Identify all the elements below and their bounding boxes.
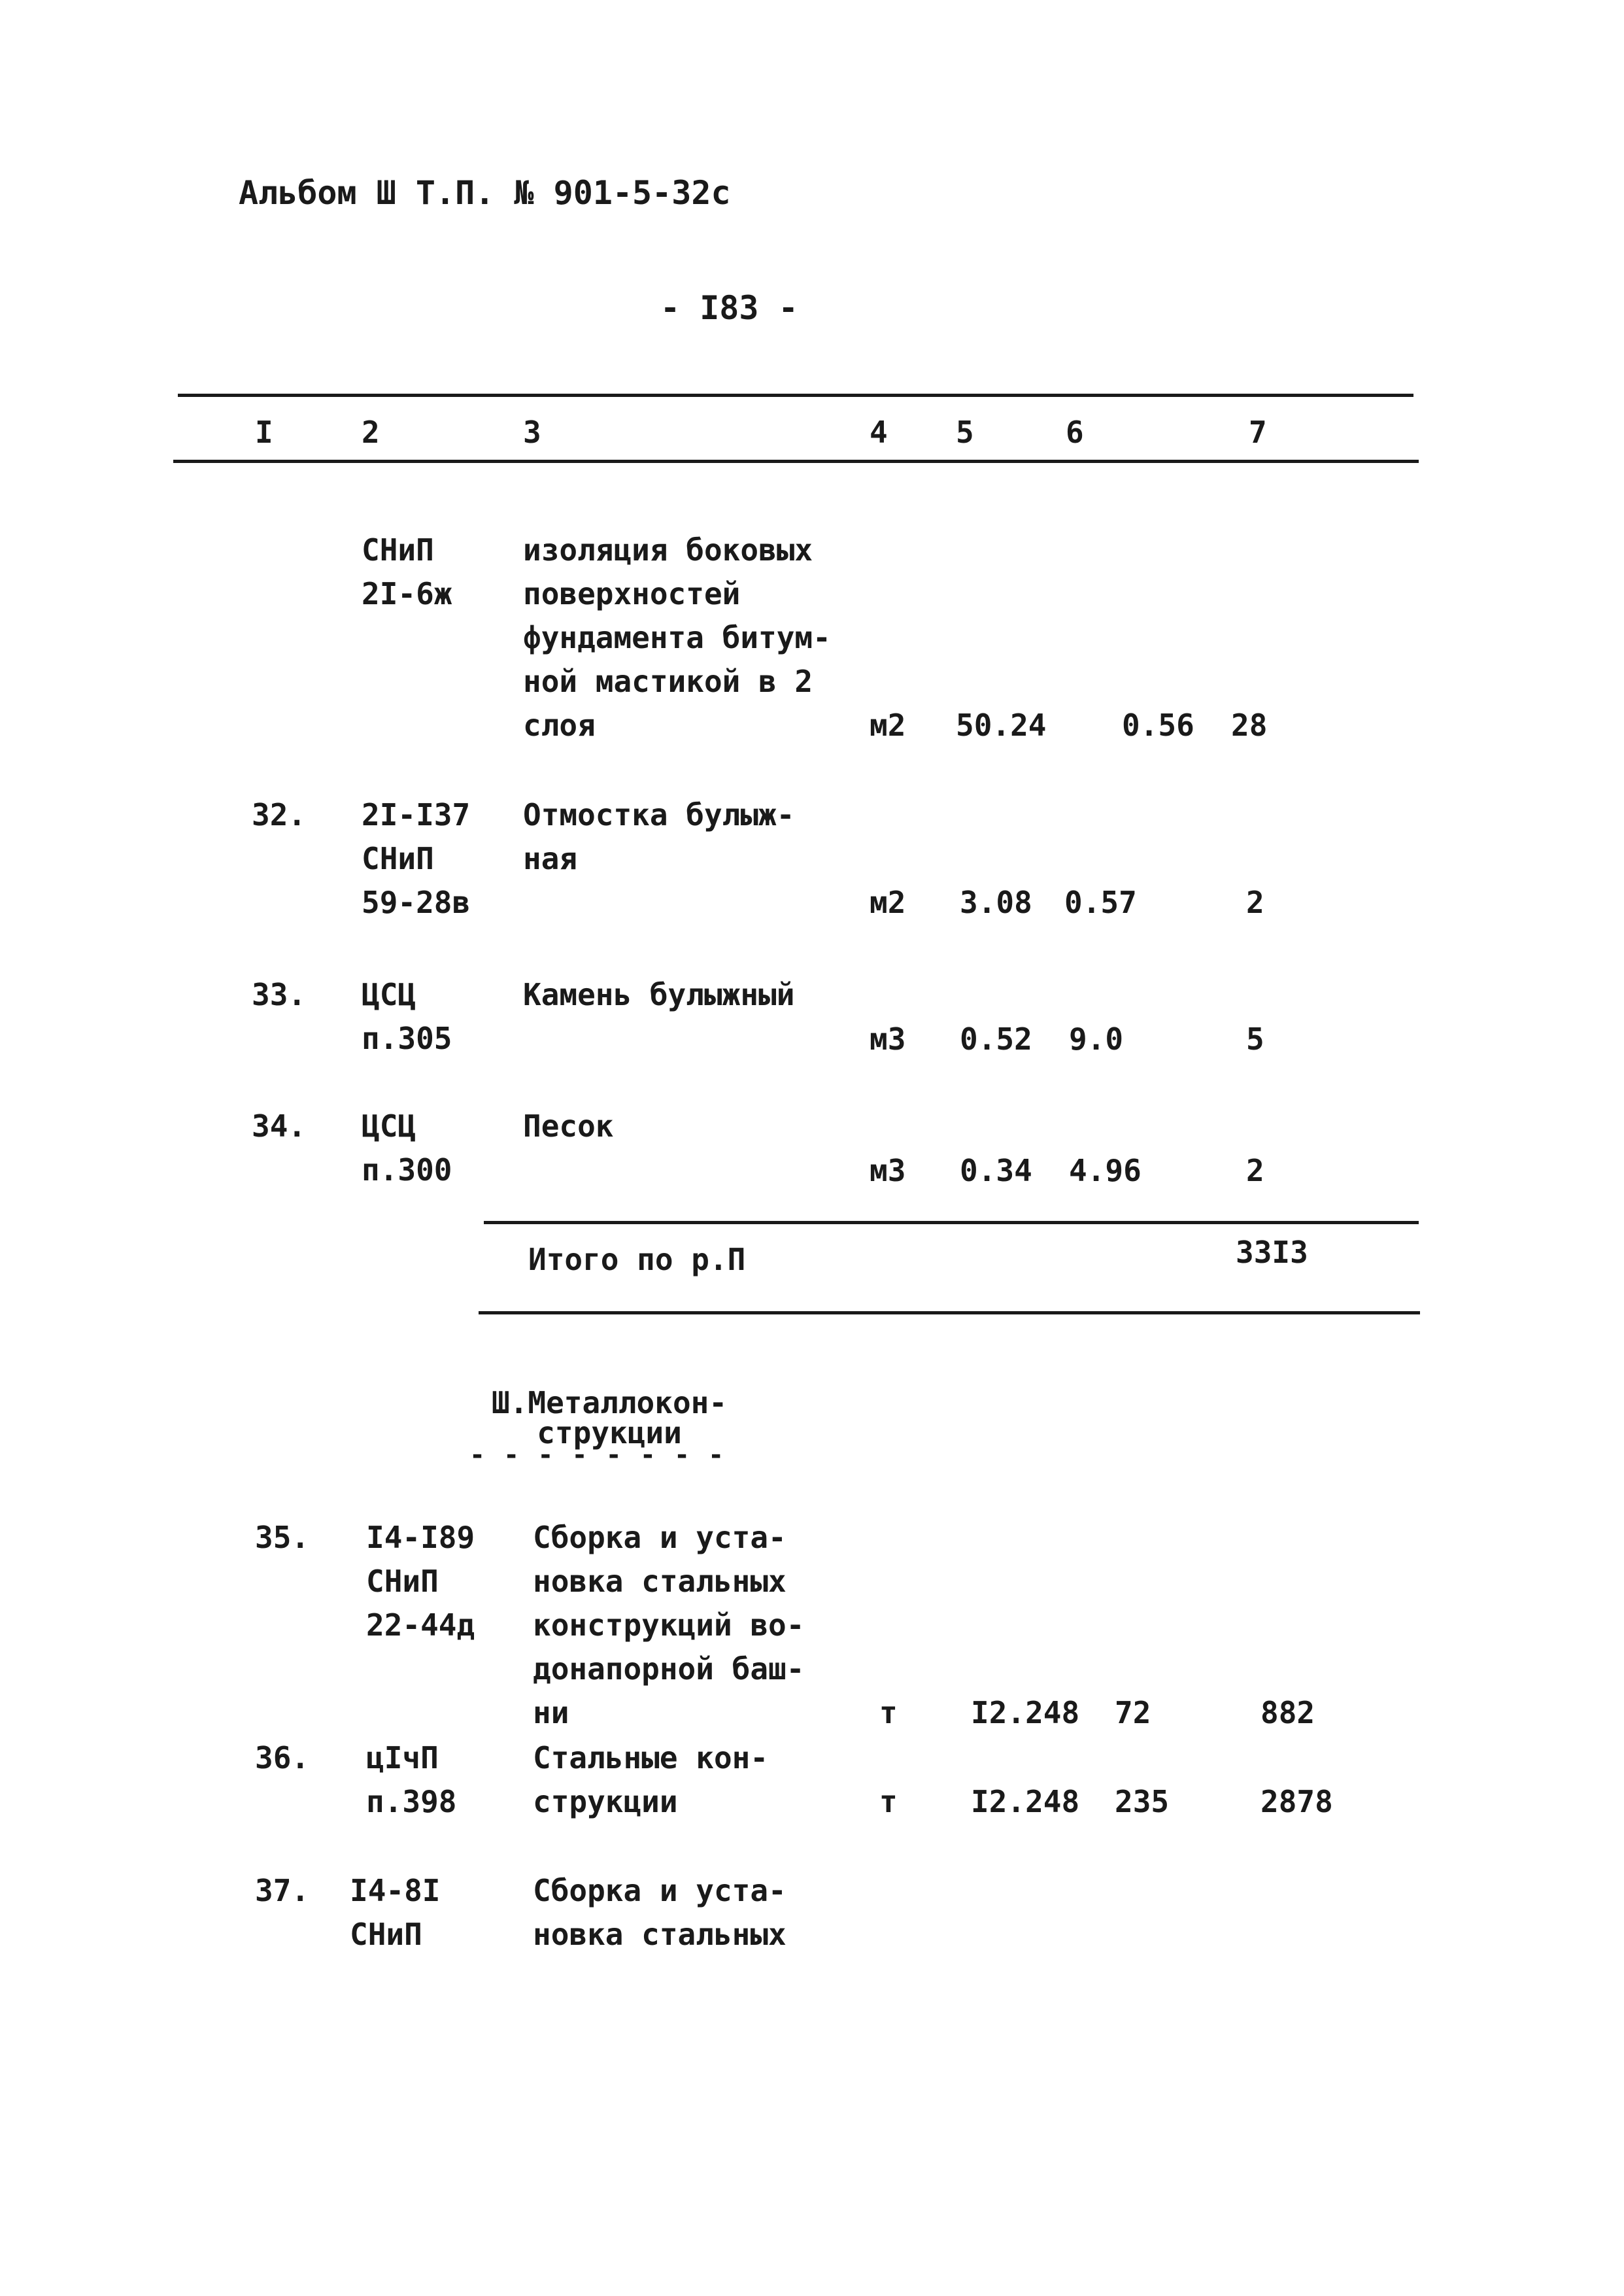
table-header-rule	[173, 460, 1419, 463]
row-37-desc: Сборка и уста- новка стальных	[533, 1873, 787, 1952]
row-33-unit: м3	[870, 1021, 906, 1057]
row-32-num: 32.	[252, 797, 307, 832]
row-37-code: I4-8I СНиП	[350, 1873, 441, 1952]
subtotal-value: 33I3	[1236, 1235, 1308, 1270]
row-1-price: 0.56	[1122, 708, 1194, 743]
row-35-total: 882	[1260, 1695, 1315, 1730]
row-35-qty: I2.248	[971, 1695, 1080, 1730]
col-header-1: I	[255, 415, 273, 450]
row-32-price: 0.57	[1064, 885, 1137, 920]
album-line: Альбом Ш Т.П. № 901-5-32с	[239, 174, 731, 212]
row-34-total: 2	[1246, 1153, 1264, 1188]
row-36-total: 2878	[1260, 1784, 1333, 1819]
row-35-code: I4-I89 СНиП 22-44д	[366, 1520, 475, 1643]
col-header-2: 2	[362, 415, 380, 450]
row-32-total: 2	[1246, 885, 1264, 920]
row-34-price: 4.96	[1069, 1153, 1142, 1188]
section-underline: - - - - - - - -	[469, 1440, 726, 1470]
row-35-num: 35.	[255, 1520, 310, 1555]
row-34-num: 34.	[252, 1108, 307, 1144]
row-32-unit: м2	[870, 885, 906, 920]
row-36-price: 235	[1115, 1784, 1170, 1819]
row-1-desc: изоляция боковых поверхностей фундамента битум- ной мастикой в 2 слоя	[523, 532, 831, 743]
section-title: Ш.Металлокон- струкции	[492, 1385, 728, 1450]
row-33-total: 5	[1246, 1021, 1264, 1057]
row-37-num: 37.	[255, 1873, 310, 1908]
row-36-unit: т	[879, 1784, 898, 1819]
row-34-qty: 0.34	[960, 1153, 1032, 1188]
row-33-desc: Камень булыжный	[523, 977, 795, 1012]
row-1-code: СНиП 2I-6ж	[362, 532, 452, 611]
row-32-qty: 3.08	[960, 885, 1032, 920]
row-33-price: 9.0	[1069, 1021, 1124, 1057]
row-33-qty: 0.52	[960, 1021, 1032, 1057]
subtotal-bottom-rule	[479, 1311, 1420, 1314]
row-34-desc: Песок	[523, 1108, 614, 1144]
row-33-num: 33.	[252, 977, 307, 1012]
row-1-qty: 50.24	[956, 708, 1047, 743]
col-header-4: 4	[870, 415, 888, 450]
row-34-unit: м3	[870, 1153, 906, 1188]
row-36-qty: I2.248	[971, 1784, 1080, 1819]
subtotal-label: Итого по р.П	[528, 1242, 746, 1277]
page-number: - I83 -	[660, 289, 798, 327]
col-header-5: 5	[956, 415, 974, 450]
col-header-6: 6	[1066, 415, 1084, 450]
col-header-7: 7	[1249, 415, 1267, 450]
col-header-3: 3	[523, 415, 541, 450]
row-36-num: 36.	[255, 1740, 310, 1775]
row-33-code: ЦСЦ п.305	[362, 977, 452, 1056]
row-36-desc: Стальные кон- струкции	[533, 1740, 769, 1819]
row-35-desc: Сборка и уста- новка стальных конструкций во- донапорной баш- ни	[533, 1520, 805, 1730]
row-1-total: 28	[1231, 708, 1268, 743]
row-32-desc: Отмостка булыж- ная	[523, 797, 795, 876]
row-35-price: 72	[1115, 1695, 1151, 1730]
table-top-rule	[178, 394, 1413, 397]
subtotal-top-rule	[484, 1221, 1419, 1224]
row-34-code: ЦСЦ п.300	[362, 1108, 452, 1188]
row-1-unit: м2	[870, 708, 906, 743]
row-36-code: цIчП п.398	[366, 1740, 457, 1819]
row-32-code: 2I-I37 СНиП 59-28в	[362, 797, 471, 920]
row-35-unit: т	[879, 1695, 898, 1730]
